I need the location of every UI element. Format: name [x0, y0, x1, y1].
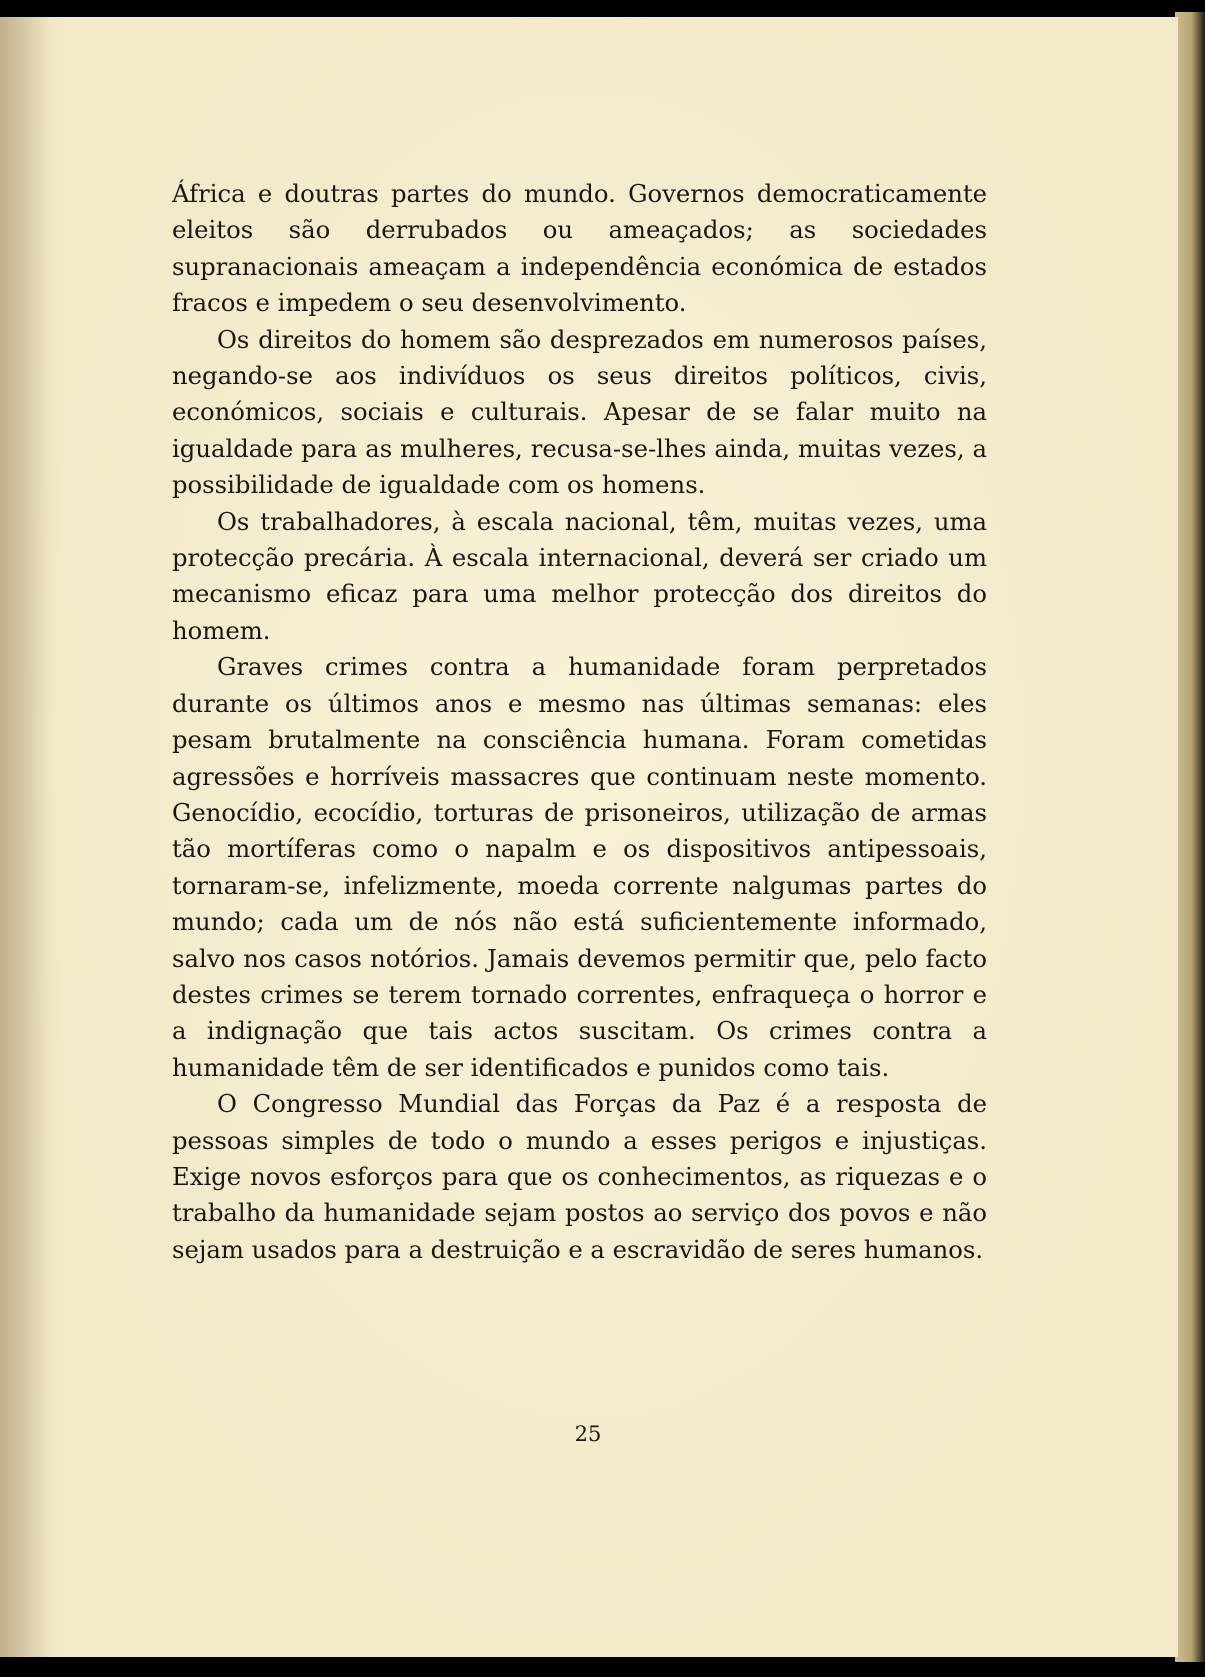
body-text — [172, 176, 987, 1268]
page-edge — [1175, 12, 1205, 1662]
paragraph: África e doutras partes do mundo. Governos democraticamente eleitos são derrubados ou ameaçados; as sociedades supranacionais ameaçam a independência económica de estados fracos e impedem o seu desenvolvimento. — [172, 179, 987, 318]
paragraph: O Congresso Mundial das Forças da Paz é a resposta de pessoas simples de todo o mundo a esses perigos e injustiças. Exige novos esforços para que os conhecimentos, as riquezas e o trabalho da humanidade sejam postos ao serviço dos povos e não sejam usados para a destruição e a escravidão de seres humanos. — [172, 1089, 987, 1264]
paragraph: Os trabalhadores, à escala nacional, têm, muitas vezes, uma protecção precária. À escala internacional, deverá ser criado um mecanismo eficaz para uma melhor protecção dos direitos do homem. — [172, 506, 987, 645]
paragraph: Graves crimes contra a humanidade foram perpretados durante os últimos anos e mesmo nas últimas semanas: eles pesam brutalmente na consciência humana. Foram cometidas agressões e horríveis massacres que continuam neste momento. Genocídio, ecocídio, torturas de prisoneiros, utilização de armas tão mortíferas como o napalm e os dispositivos antipessoais, tornaram-se, infelizmente, moeda corrente nalgumas partes do mundo; cada um de nós não está suficientemente informado, salvo nos casos notórios. Jamais devemos permitir que, pelo facto destes crimes se terem tornado correntes, enfraqueça o horror e a indignação que tais actos suscitam. Os crimes contra a humanidade têm de ser identificados e punidos como tais. — [172, 652, 987, 1082]
paragraph: Os direitos do homem são desprezados em numerosos países, negando-se aos indivíduos os seus direitos políticos, civis, económicos, sociais e culturais. Apesar de se falar muito na igualdade para as mulheres, recusa-se-lhes ainda, muitas vezes, a possibilidade de igualdade com os homens. — [172, 324, 987, 500]
spine-shadow — [0, 17, 50, 1657]
page-number: 25 — [574, 1422, 602, 1446]
